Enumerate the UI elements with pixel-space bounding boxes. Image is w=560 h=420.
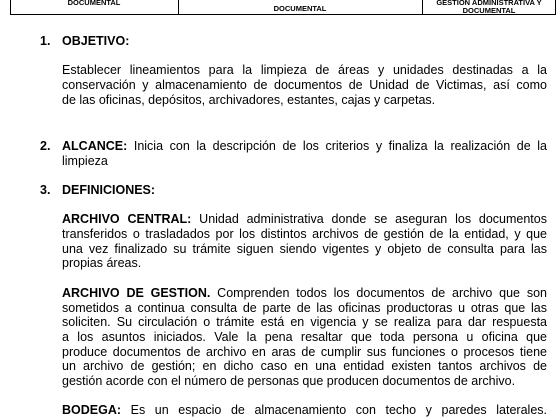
definition-archivo-de-gestion (62, 286, 547, 389)
header-cell-middle: DOCUMENTAL (273, 4, 327, 13)
definition-archivo-central (62, 212, 547, 271)
definition-term: BODEGA: (62, 403, 122, 418)
paragraph-line: un archivo de gestión; en dicho caso en una entidad existen tantos archivos de (62, 359, 547, 374)
definition-term: ARCHIVO CENTRAL: (62, 212, 192, 227)
document-header-table (0, 0, 560, 16)
paragraph-line: propias áreas. (62, 256, 142, 271)
paragraph-line: una vez finalizado su trámite siguen siendo vigentes y objeto de consulta para las (62, 241, 547, 256)
paragraph-line: transferidos o trasladados por los distintos archivos de gestión de la entidad, y que (62, 227, 547, 242)
alcance-paragraph (40, 138, 547, 168)
paragraph-text: Unidad administrativa donde se aseguran los documentos (199, 212, 547, 227)
paragraph-line: conservación y almacenamiento de documentos de Unidad de Victimas, así como (62, 78, 547, 93)
header-cell-right-line: GESTION ADMINISTRATIVA Y (436, 0, 542, 7)
section-title: ALCANCE: (62, 138, 128, 153)
paragraph-text: Comprenden todos los documentos de archivo que son (217, 285, 547, 300)
paragraph-line: gestión acorde con el número de personas que producen documentos de archivo. (62, 373, 516, 388)
paragraph-line: a los asuntos iniciados. Vale la pena resaltar que toda persona u oficina que (62, 329, 547, 344)
paragraph-line (62, 139, 547, 154)
definition-term: ARCHIVO DE GESTION. (62, 285, 211, 300)
document-body (40, 34, 547, 418)
paragraph-line: de las oficinas, depósitos, archivadores, estantes, cajas y carpetas. (62, 92, 436, 107)
section-heading-objetivo (40, 34, 547, 49)
paragraph-text: Es un espacio de almacenamiento con techo y paredes laterales. (130, 403, 547, 418)
paragraph-line (62, 212, 547, 227)
definition-bodega (62, 403, 547, 418)
paragraph-text: Inicia con la descripción de los criterios y finaliza la realización de la (133, 138, 547, 153)
paragraph-line: limpieza (62, 153, 108, 168)
objetivo-paragraph (62, 63, 547, 107)
section-number: 2. (40, 138, 51, 153)
paragraph-line: Establecer lineamientos para la limpieza de áreas y unidades destinadas a la (62, 63, 547, 78)
paragraph-line: sometidos a continua consulta de parte de las oficinas productoras u otras que las (62, 300, 547, 315)
header-cell-right (422, 0, 556, 15)
header-cell-right-line: DOCUMENTAL (462, 6, 516, 15)
section-number: 1. (40, 34, 51, 48)
header-cell-left: DOCUMENTAL (67, 0, 121, 7)
section-title: DEFINICIONES: (62, 183, 156, 197)
section-title: OBJETIVO: (62, 34, 130, 48)
paragraph-line: produce documentos de archivo en aras de cumplir sus funciones o procesos tiene (62, 344, 547, 359)
paragraph-line (62, 286, 547, 301)
section-heading-definiciones (40, 183, 547, 198)
paragraph-line (62, 403, 547, 418)
paragraph-line: soliciten. Su circulación o trámite está en vigencia y se realiza para dar respuesta (62, 315, 547, 330)
section-number: 3. (40, 183, 51, 197)
